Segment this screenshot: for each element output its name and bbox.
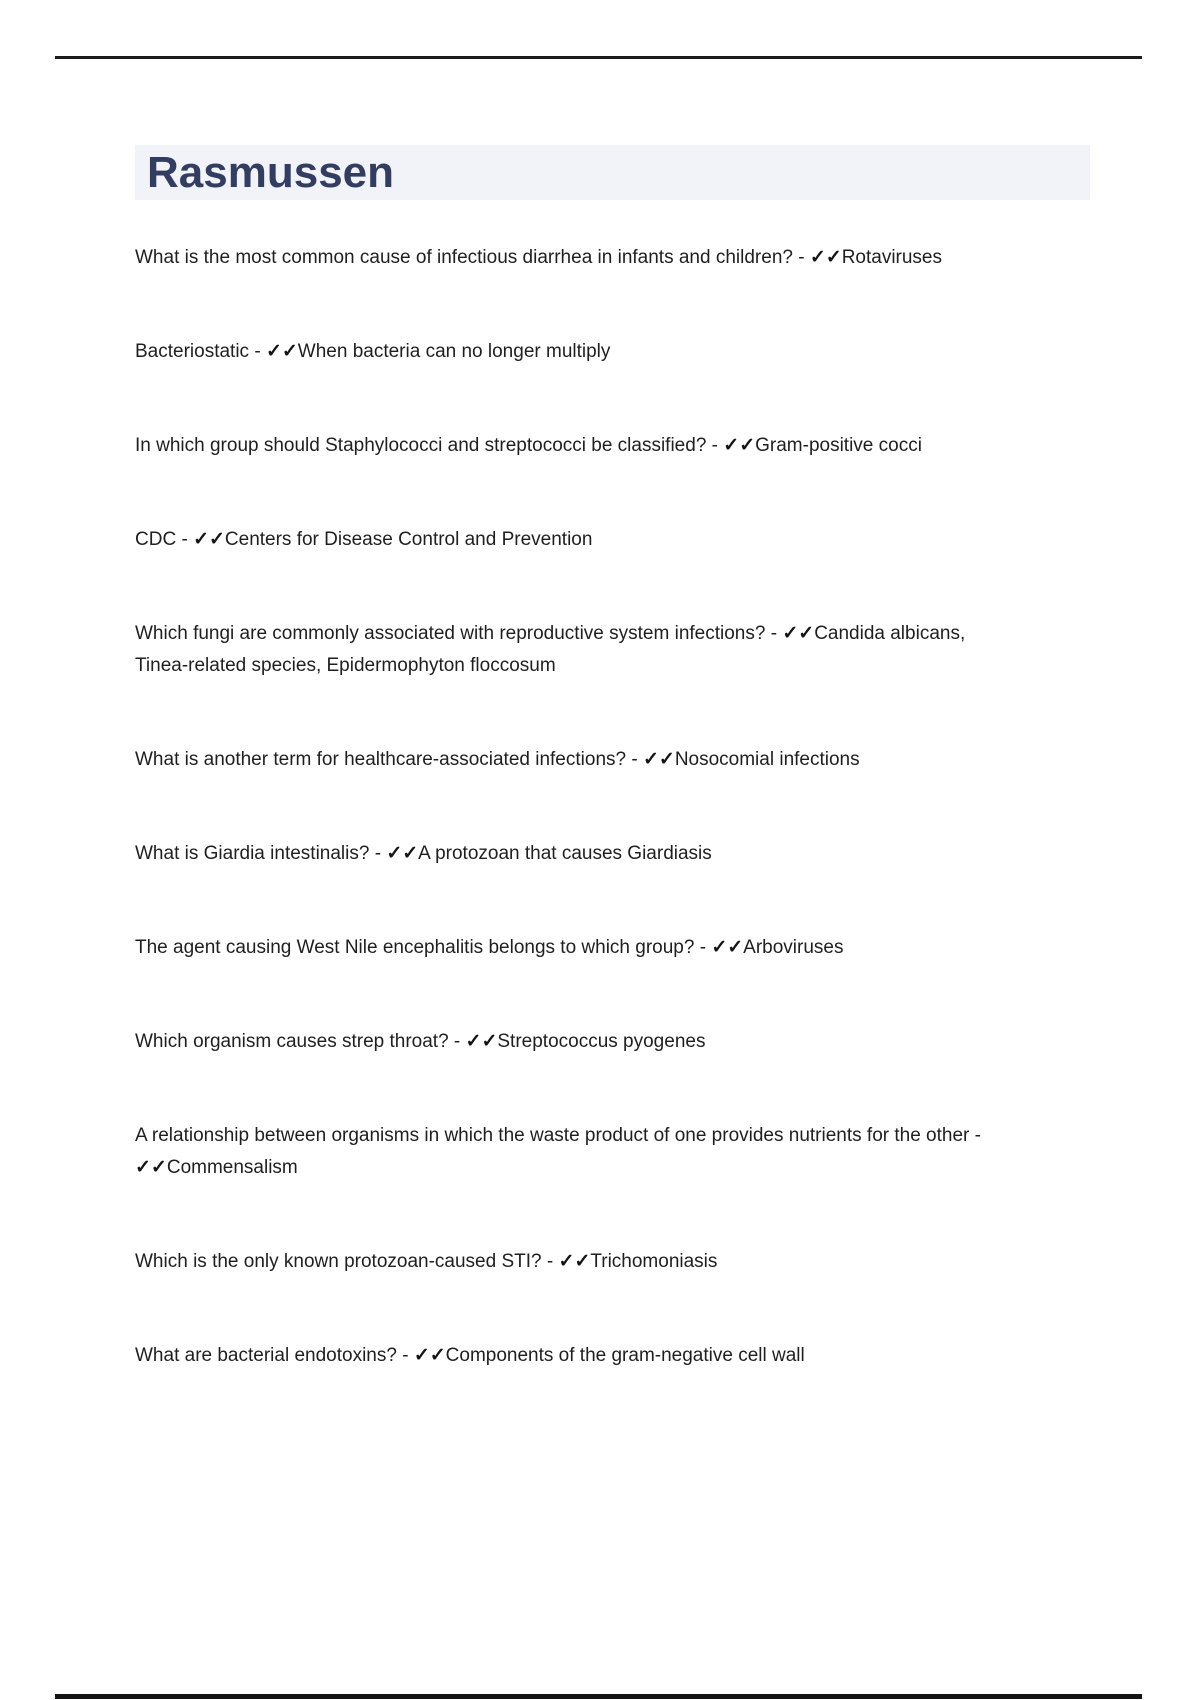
separator-dash: - [706,435,724,456]
question-text: A relationship between organisms in which the waste product of one provides nutrients for the other [135,1125,970,1146]
qa-item [135,1026,1015,1058]
title-highlight-bar [135,145,1090,200]
question-text: What is Giardia intestinalis? [135,843,370,864]
question-text: Which fungi are commonly associated with reproductive system infections? [135,623,766,644]
answer-text: Gram-positive cocci [755,435,922,456]
double-checkmark-icon: ✓✓ [135,1157,167,1178]
question-text: Which organism causes strep throat? [135,1031,449,1052]
answer-text: Nosocomial infections [674,749,860,770]
bottom-divider-rule [55,1694,1142,1699]
separator-dash: - [541,1251,559,1272]
separator-dash: - [448,1031,466,1052]
answer-text: Streptococcus pyogenes [497,1031,706,1052]
double-checkmark-icon: ✓✓ [386,843,419,864]
qa-item [135,336,1015,368]
qa-item [135,1246,1015,1278]
top-divider-rule [55,56,1142,59]
qa-list [135,242,1015,1434]
answer-text: When bacteria can no longer multiply [297,341,611,362]
qa-item [135,524,1015,556]
answer-text: Rotaviruses [841,247,943,268]
qa-item [135,430,1015,462]
double-checkmark-icon: ✓✓ [809,247,842,268]
question-text: What is the most common cause of infectious diarrhea in infants and children? [135,247,793,268]
qa-item [135,1340,1015,1372]
question-text: Bacteriostatic [135,341,250,362]
double-checkmark-icon: ✓✓ [723,435,756,456]
separator-dash: - [396,1345,414,1366]
question-text: CDC [135,529,177,550]
separator-dash: - [249,341,266,362]
page-title: Rasmussen [147,147,395,197]
double-checkmark-icon: ✓✓ [711,937,744,958]
answer-text: Arboviruses [743,937,844,958]
double-checkmark-icon: ✓✓ [642,749,675,770]
question-text: The agent causing West Nile encephalitis belongs to which group? [135,937,695,958]
double-checkmark-icon: ✓✓ [413,1345,446,1366]
double-checkmark-icon: ✓✓ [782,623,815,644]
qa-item [135,744,1015,776]
answer-text: Trichomoniasis [590,1251,718,1272]
separator-dash: - [969,1125,981,1146]
question-text: Which is the only known protozoan-caused STI? [135,1251,542,1272]
double-checkmark-icon: ✓✓ [193,529,225,550]
separator-dash: - [369,843,387,864]
answer-text: Commensalism [166,1157,298,1178]
question-text: In which group should Staphylococci and streptococci be classified? [135,435,707,456]
separator-dash: - [176,529,194,550]
qa-item [135,838,1015,870]
answer-text: A protozoan that causes Giardiasis [418,843,712,864]
separator-dash: - [626,749,643,770]
double-checkmark-icon: ✓✓ [558,1251,591,1272]
separator-dash: - [765,623,783,644]
separator-dash: - [792,247,810,268]
answer-text: Candida albicans, Tinea-related species, Epidermophyton floccosum [135,623,966,676]
separator-dash: - [694,937,712,958]
double-checkmark-icon: ✓✓ [465,1031,498,1052]
question-text: What is another term for healthcare-associated infections? [135,749,627,770]
qa-item [135,242,1015,274]
answer-text: Components of the gram-negative cell wall [445,1345,805,1366]
qa-item [135,618,1015,682]
qa-item [135,932,1015,964]
answer-text: Centers for Disease Control and Prevention [224,529,593,550]
double-checkmark-icon: ✓✓ [265,341,298,362]
qa-item [135,1120,1015,1184]
question-text: What are bacterial endotoxins? [135,1345,397,1366]
